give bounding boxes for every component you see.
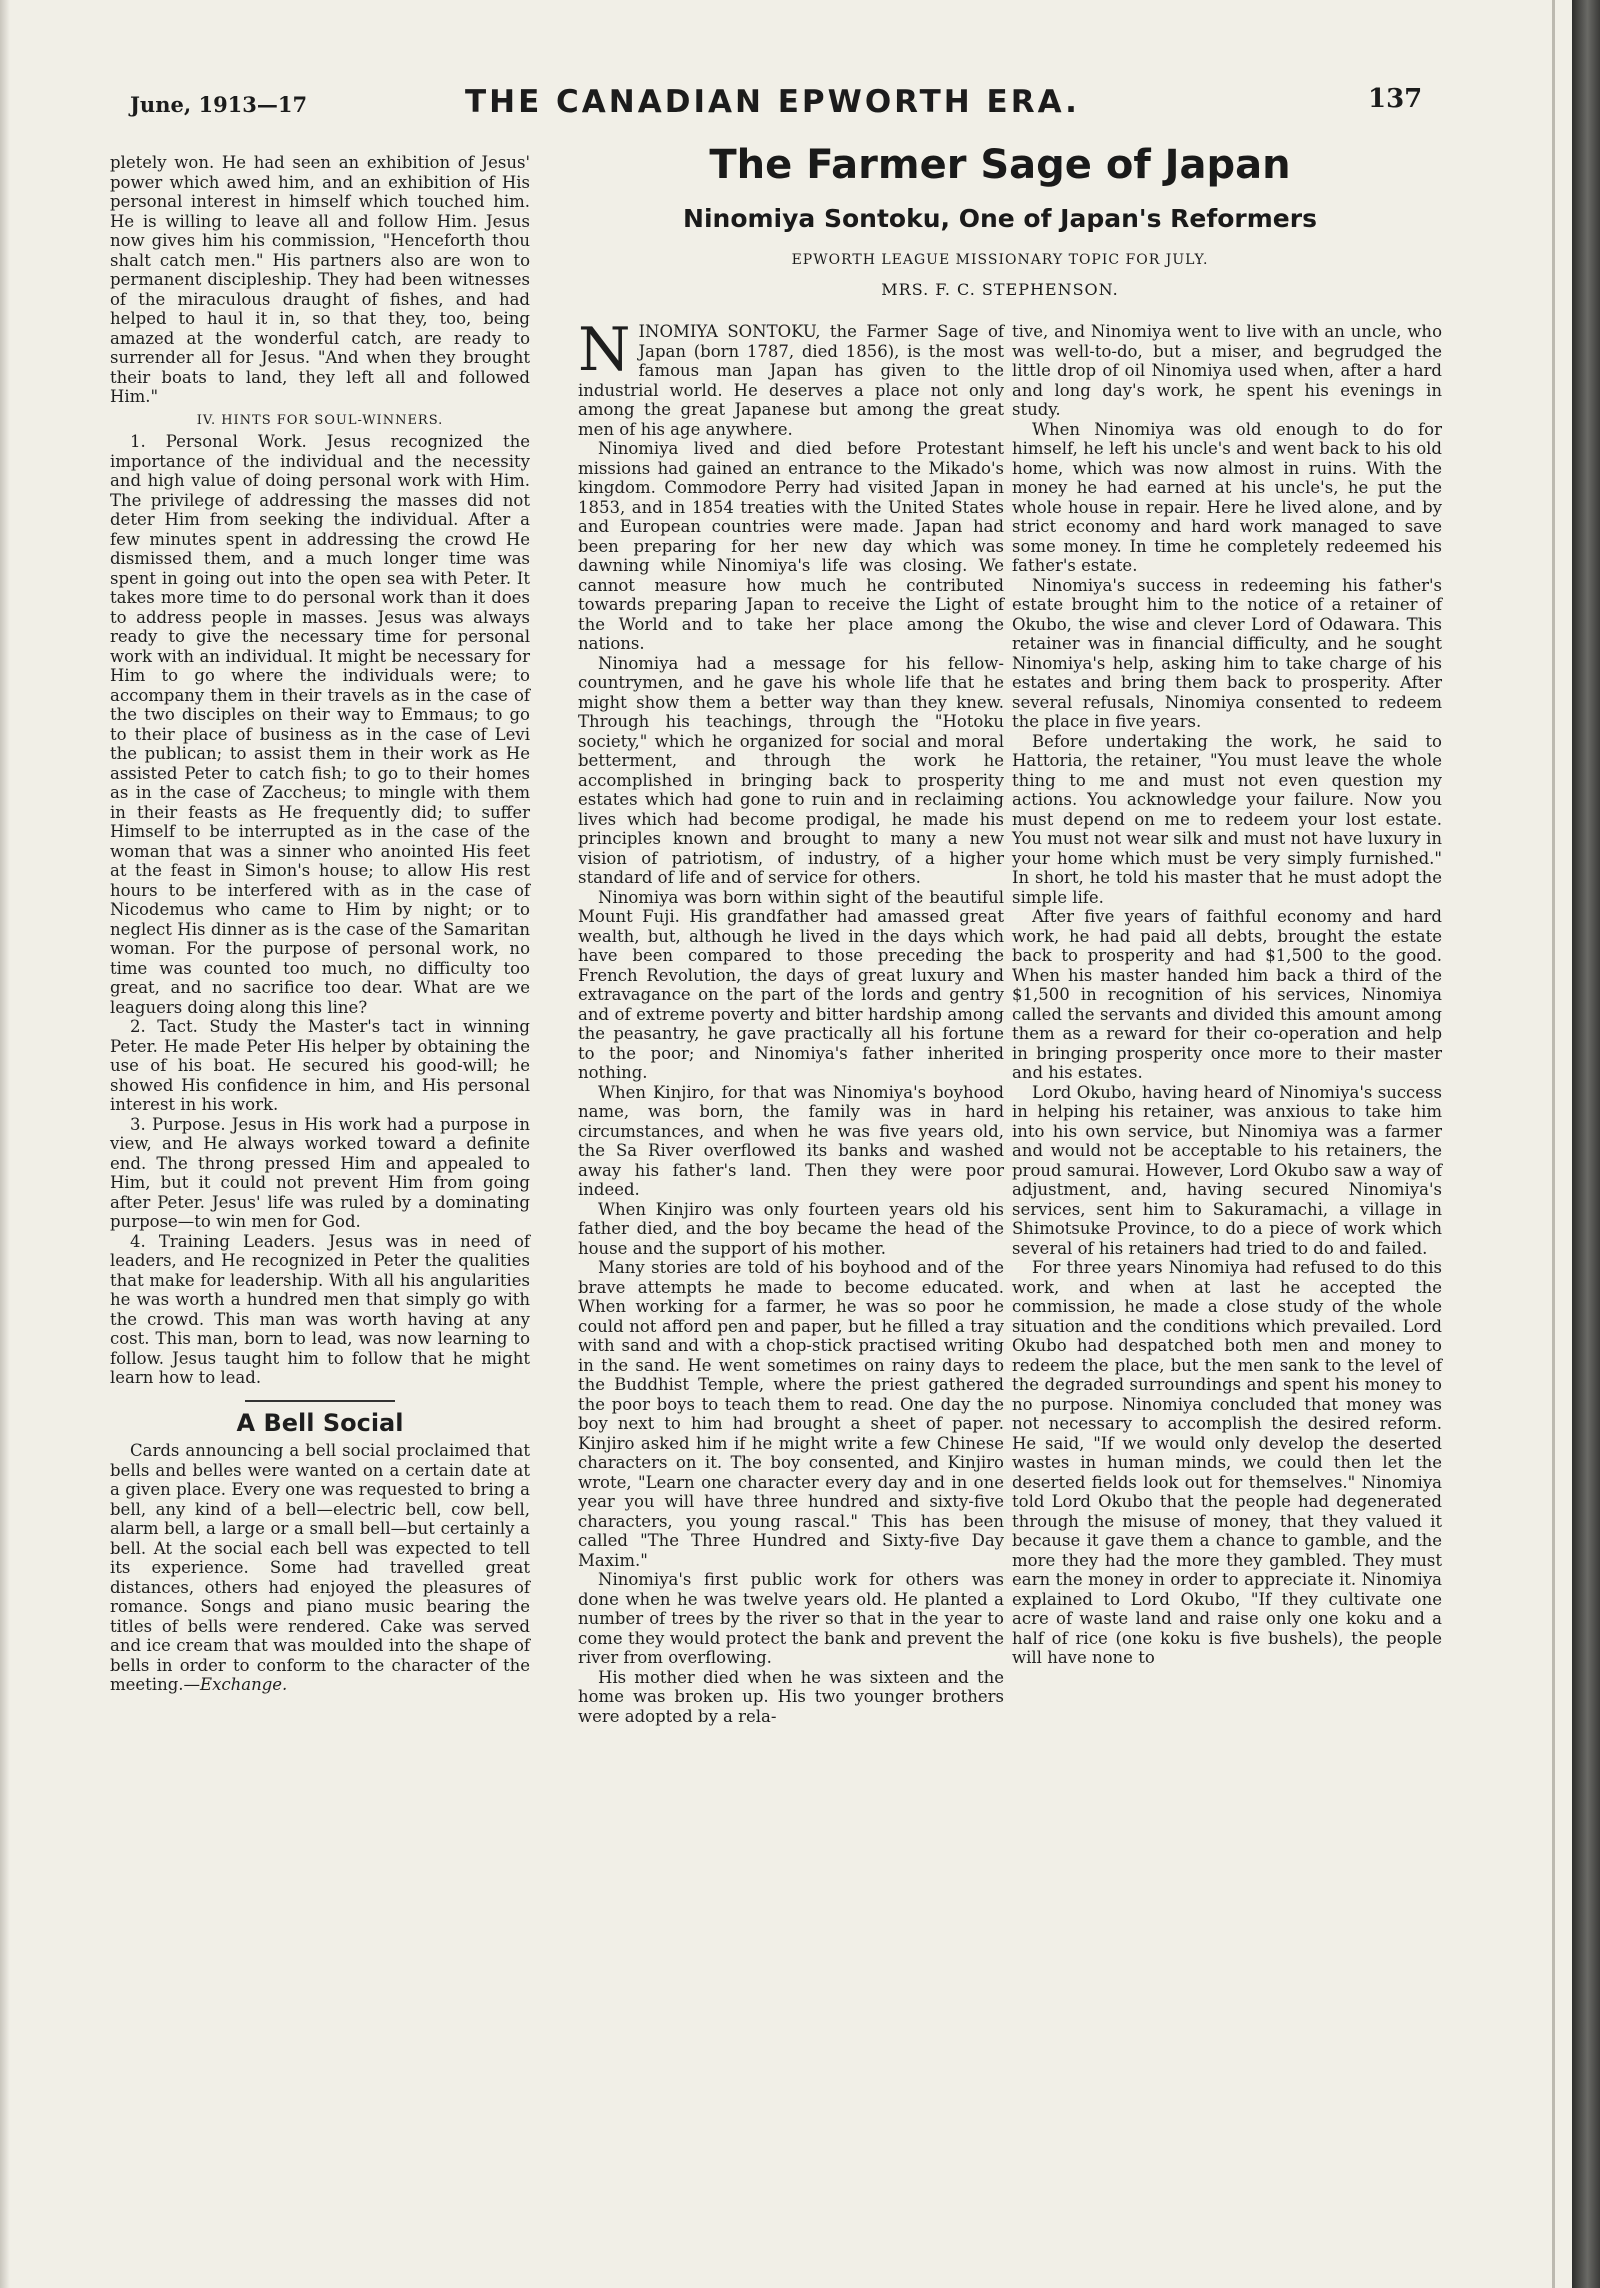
page-binding-shadow (0, 0, 10, 2288)
article-paragraph: When Kinjiro was only fourteen years old his father died, and the boy became the head of the house and the support of his mother. (578, 1199, 1004, 1258)
middle-column (578, 315, 1004, 1726)
bell-social-paragraph (110, 1441, 530, 1695)
continued-paragraph: pletely won. He had seen an exhibition of Jesus' power which awed him, and an exhibition of His personal interest in himself which touched him. He is willing to leave all and follow Him. Jesus now gives him his commission, "Henceforth thou shalt catch men." His partners also are won to permanent discipleship. They had been witnesses of the miraculous draught of fishes, and had helped to haul it in, so that they, too, being amazed at the wonderful catch, are ready to surrender all for Jesus. "And when they brought their boats to land, they left all and followed Him." (110, 153, 530, 406)
section-heading: IV. HINTS FOR SOUL-WINNERS. (196, 412, 444, 428)
article-paragraph: Ninomiya's first public work for others was done when he was twelve years old. He planted a number of trees by the river so that in the year to come they would protect the bank and prevent the river from overflowing. (578, 1570, 1004, 1667)
article-paragraph: When Ninomiya was old enough to do for himself, he left his uncle's and went back to his old home, which was now almost in ruins. With the money he had earned at his uncle's, he put the whole house in repair. Here he lived alone, and by strict economy and hard work managed to save some money. In time he completely redeemed his father's estate. (1012, 419, 1442, 575)
left-column (110, 153, 530, 1695)
hint-paragraph: 1. Personal Work. Jesus recognized the importance of the individual and the necessity and high value of doing personal work with Him. The privilege of addressing the masses did not deter Him from seeking the individual. After a few minutes spent in addressing the crowd He dismissed them, and a much longer time was spent in going out into the open sea with Peter. It takes more time to do personal work than it does to address people in masses. Jesus was always ready to give the necessary time for personal work with an individual. It might be necessary for Him to go where the individuals were; to accompany them in their travels as in the case of the two disciples on their way to Emmaus; to go to their place of business as in the case of Levi the publican; to assist them in their work as He assisted Peter to catch fish; to go to their homes as in the case of Zaccheus; to mingle with them in their feasts as He frequently did; to suffer Himself to be interrupted as in the case of the woman that was a sinner who anointed His feet at the feast in Simon's house; to allow His rest hours to be interfered with as in the case of Nicodemus who came to Him by night; or to neglect His dinner as is the case of the Samaritan woman. For the purpose of personal work, no time was counted too much, no difficulty too great, and no sacrifice too dear. What are we leaguers doing along this line? (110, 432, 530, 1017)
article-paragraph: Ninomiya was born within sight of the beautiful Mount Fuji. His grandfather had amassed great wealth, but, although he lived in the days which have been compared to those preceding the French Revolution, the days of great luxury and extravagance on the part of the lords and gentry and of extreme poverty and bitter hardship among the peasantry, he gave practically all his fortune to the poor; and Ninomiya's father inherited nothing. (578, 887, 1004, 1082)
hint-paragraph: 4. Training Leaders. Jesus was in need of leaders, and He recognized in Peter the qualities that make for leadership. With all his angularities he was worth a hundred men that simply go with the crowd. This man was worth having at any cost. This man, born to lead, was now learning to follow. Jesus taught him to follow that he might learn how to lead. (110, 1231, 530, 1387)
article-paragraph: Many stories are told of his boyhood and of the brave attempts he made to become educated. When working for a farmer, he was so poor he could not afford pen and paper, but he filled a tray with sand and with a chop-stick practised writing in the sand. He went sometimes on rainy days to the Buddhist Temple, where the priest gathered the poor boys to teach them to read. One day the boy next to him had brought a sheet of paper. Kinjiro asked him if he might write a few Chinese characters on it. The boy consented, and Kinjiro wrote, "Learn one character every day and in one year you will have three hundred and sixty-five characters, you young rascal." This has been called "The Three Hundred and Sixty-five Day Maxim." (578, 1258, 1004, 1570)
article-paragraph: Before undertaking the work, he said to Hattoria, the retainer, "You must leave the whole thing to me and must not even question my actions. You acknowledge your failure. Now you must depend on me to redeem your lost estate. You must not wear silk and must not have luxury in your home which must be very simply furnished." In short, he told his master that he must adopt the simple life. (1012, 731, 1442, 907)
article-author: MRS. F. C. STEPHENSON. (881, 280, 1119, 299)
article-paragraph: Ninomiya had a message for his fellow-countrymen, and he gave his whole life that he might show them a better way than they knew. Through his teachings, through the "Hotoku society," which he organized for social and moral betterment, and through the work he accomplished in bringing back to prosperity estates which had gone to ruin and in reclaiming lives which had become prodigal, he made his principles known and brought to many a new vision of patriotism, of industry, of a higher standard of life and of service for others. (578, 653, 1004, 887)
bell-social-heading: A Bell Social (236, 1408, 404, 1437)
bell-social-text: Cards announcing a bell social proclaimed that bells and belles were wanted on a certain date at a given place. Every one was requested to bring a bell, any kind of a bell—electric bell, cow bell, alarm bell, a large or a small bell—but certainly a bell. At the social each bell was expected to tell its experience. Some had travelled great distances, others had enjoyed the pleasures of romance. Songs and piano music bearing the titles of bells were rendered. Cake was served and ice cream that was moulded into the shape of bells in order to conform to the character of the meeting. (110, 1441, 530, 1694)
hint-paragraph: 2. Tact. Study the Master's tact in winning Peter. He made Peter His helper by obtaining the use of his boat. He secured his good-will; he showed His confidence in him, and His personal interest in his work. (110, 1017, 530, 1114)
magazine-title: THE CANADIAN EPWORTH ERA. (465, 84, 1080, 120)
opening-text: INOMIYA SONTOKU, the Farmer Sage of Japan (born 1787, died 1856), is the most famous man Japan has given to the industrial world. He deserves a place not only among the great Japanese but among the great men of his age anywhere. (578, 322, 1004, 439)
article-paragraph: tive, and Ninomiya went to live with an uncle, who was well-to-do, but a miser, and begrudged the little drop of oil Ninomiya used when, after a hard and long day's work, he spent his evenings in study. (1012, 322, 1442, 419)
article-paragraph: His mother died when he was sixteen and the home was broken up. His two younger brothers were adopted by a rela- (578, 1667, 1004, 1726)
article-paragraph: Ninomiya lived and died before Protestant missions had gained an entrance to the Mikado's kingdom. Commodore Perry had visited Japan in 1853, and in 1854 treaties with the United States and European countries were made. Japan had been preparing for her new day which was dawning while Ninomiya's life was closing. We cannot measure how much he contributed towards preparing Japan to receive the Light of the World and to take her place among the nations. (578, 439, 1004, 653)
page-edge-line (1552, 0, 1555, 2288)
issue-date: June, 1913—17 (130, 92, 308, 117)
article-paragraph: Ninomiya's success in redeeming his father's estate brought him to the notice of a retainer of Okubo, the wise and clever Lord of Odawara. This retainer was in financial difficulty, and he sought Ninomiya's help, asking him to take charge of his estates and bring them back to prosperity. After several refusals, Ninomiya consented to redeem the place in five years. (1012, 575, 1442, 731)
article-title: The Farmer Sage of Japan (709, 142, 1291, 188)
article-paragraph: Lord Okubo, having heard of Ninomiya's success in helping his retainer, was anxious to take him into his own service, but Ninomiya was a farmer and would not be acceptable to his retainers, the proud samurai. However, Lord Okubo saw a way of adjustment, and, having secured Ninomiya's services, sent him to Sakuramachi, a village in Shimotsuke Province, to do a piece of work which several of his retainers had tried to do and failed. (1012, 1082, 1442, 1258)
article-topic-line: EPWORTH LEAGUE MISSIONARY TOPIC FOR JULY. (791, 252, 1209, 268)
bell-social-source: —Exchange. (183, 1675, 288, 1694)
article-paragraph: For three years Ninomiya had refused to do this work, and when at last he accepted the commission, he made a close study of the whole situation and the conditions which prevailed. Lord Okubo had despatched both men and money to redeem the place, but the men sank to the level of the degraded surroundings and spent his money to no purpose. Ninomiya concluded that money was not necessary to accomplish the desired reform. He said, "If we would only develop the deserted wastes in human minds, we could then let the deserted fields look out for themselves." Ninomiya told Lord Okubo that the people had degenerated through the misuse of money, that they valued it because it gave them a chance to gamble, and the more they had the more they gambled. They must earn the money in order to appreciate it. Ninomiya explained to Lord Okubo, "If they cultivate one acre of waste land and raise only one koku and a half of rice (one koku is five bushels), the people will have none to (1012, 1258, 1442, 1667)
hint-paragraph: 3. Purpose. Jesus in His work had a purpose in view, and He always worked toward a definite end. The throng pressed Him and appealed to Him, but it could not prevent Him from going after Peter. Jesus' life was ruled by a dominating purpose—to win men for God. (110, 1114, 530, 1231)
article-subtitle: Ninomiya Sontoku, One of Japan's Reformers (683, 204, 1317, 233)
drop-cap: N (578, 315, 631, 385)
book-edge (1572, 0, 1600, 2288)
opening-paragraph (578, 315, 1004, 439)
article-paragraph: When Kinjiro, for that was Ninomiya's boyhood name, was born, the family was in hard circumstances, and when he was five years old, the Sa River overflowed its banks and washed away his father's land. Then they were poor indeed. (578, 1082, 1004, 1199)
page-number: 137 (1368, 84, 1423, 114)
article-paragraph: After five years of faithful economy and hard work, he had paid all debts, brought the estate back to prosperity and had $1,500 to the good. When his master handed him back a third of the $1,500 in recognition of his services, Ninomiya called the servants and divided this amount among them as a reward for their co-operation and help in bringing prosperity once more to their master and his estates. (1012, 907, 1442, 1082)
right-column (1012, 322, 1442, 1668)
section-divider (245, 1400, 395, 1402)
